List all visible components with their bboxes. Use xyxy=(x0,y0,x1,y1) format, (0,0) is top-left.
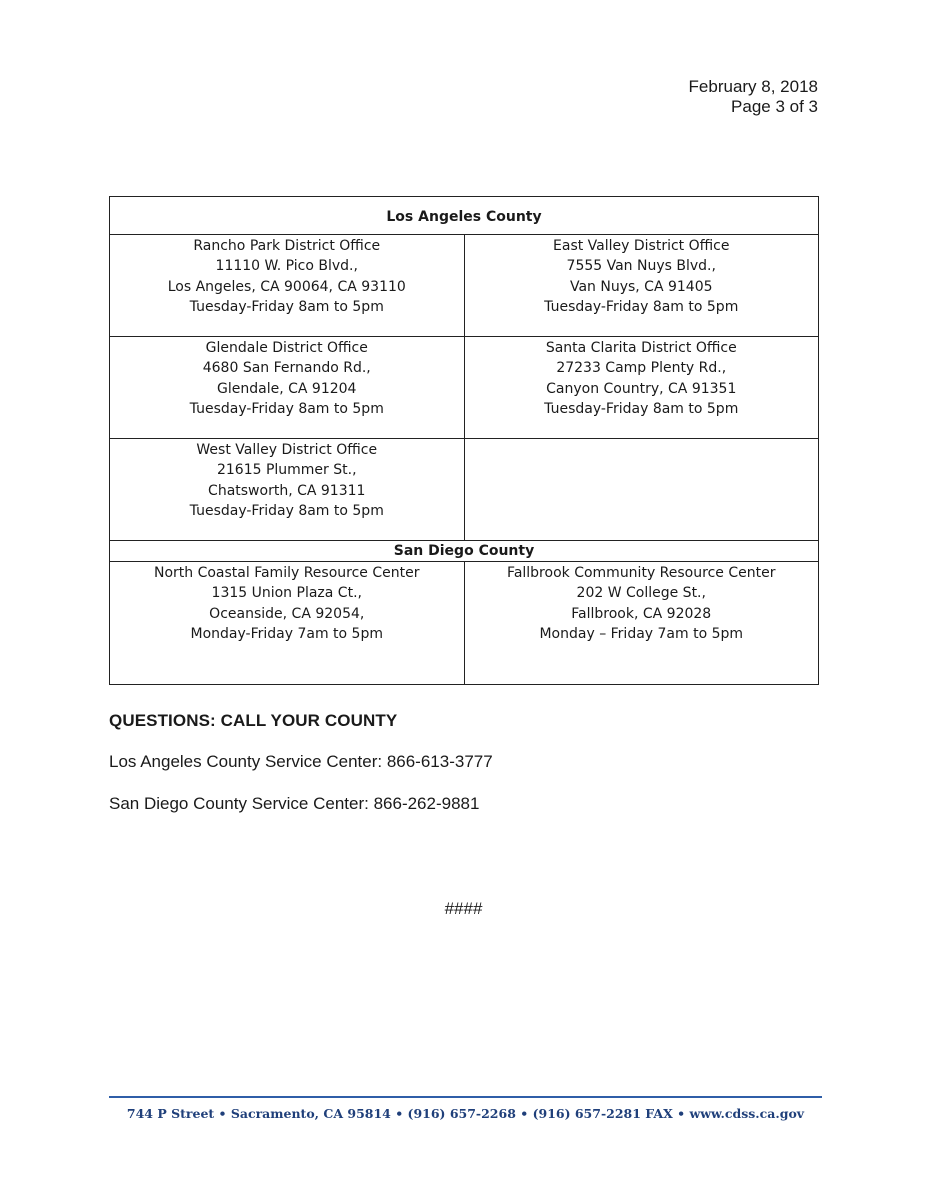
office-street: 7555 Van Nuys Blvd., xyxy=(566,258,716,275)
office-street: 11110 W. Pico Blvd., xyxy=(215,258,358,275)
office-cell-east-valley xyxy=(464,235,819,337)
office-hours: Tuesday-Friday 8am to 5pm xyxy=(544,299,739,316)
office-cell-rancho-park xyxy=(110,235,465,337)
office-name: East Valley District Office xyxy=(553,238,730,254)
office-locations-table xyxy=(109,196,819,685)
table-row xyxy=(110,439,819,541)
empty-cell xyxy=(464,439,819,541)
document-date: February 8, 2018 xyxy=(688,77,818,96)
table-row xyxy=(110,235,819,337)
office-cell-glendale xyxy=(110,337,465,439)
county-header-row xyxy=(110,197,819,235)
office-street: 4680 San Fernando Rd., xyxy=(202,360,371,377)
table-row xyxy=(110,337,819,439)
office-name: Rancho Park District Office xyxy=(193,238,381,254)
county-header-row xyxy=(110,541,819,562)
office-city: Oceanside, CA 92054, xyxy=(209,605,365,622)
office-hours: Monday – Friday 7am to 5pm xyxy=(539,626,744,643)
table-row xyxy=(110,562,819,685)
office-cell-fallbrook xyxy=(464,562,819,685)
office-street: 1315 Union Plaza Ct., xyxy=(211,585,362,602)
office-city: Canyon Country, CA 91351 xyxy=(546,380,737,397)
office-city: Fallbrook, CA 92028 xyxy=(571,605,712,622)
office-hours: Tuesday-Friday 8am to 5pm xyxy=(189,299,384,316)
office-cell-santa-clarita xyxy=(464,337,819,439)
office-street: 21615 Plummer St., xyxy=(216,462,357,479)
office-name: West Valley District Office xyxy=(196,442,378,458)
office-cell-north-coastal xyxy=(110,562,465,685)
footer-divider xyxy=(109,1096,822,1098)
office-name: Fallbrook Community Resource Center xyxy=(507,565,776,581)
office-hours: Monday-Friday 7am to 5pm xyxy=(190,626,383,643)
office-street: 27233 Camp Plenty Rd., xyxy=(556,360,727,377)
office-city: Los Angeles, CA 90064, CA 93110 xyxy=(167,278,406,295)
office-name: North Coastal Family Resource Center xyxy=(153,565,420,581)
office-city: Van Nuys, CA 91405 xyxy=(569,278,713,295)
office-hours: Tuesday-Friday 8am to 5pm xyxy=(544,401,739,418)
office-name: Santa Clarita District Office xyxy=(545,340,737,356)
office-cell-west-valley xyxy=(110,439,465,541)
page-number: Page 3 of 3 xyxy=(731,97,818,116)
office-street: 202 W College St., xyxy=(576,585,706,602)
sd-county-heading: San Diego County xyxy=(110,541,819,562)
office-city: Glendale, CA 91204 xyxy=(217,380,357,397)
office-hours: Tuesday-Friday 8am to 5pm xyxy=(189,401,384,418)
la-service-center-line: Los Angeles County Service Center: 866-613-3777 xyxy=(109,752,493,771)
office-name: Glendale District Office xyxy=(205,340,368,356)
questions-heading: QUESTIONS: CALL YOUR COUNTY xyxy=(109,711,398,730)
page-header xyxy=(689,77,818,117)
sd-service-center-line: San Diego County Service Center: 866-262-9881 xyxy=(109,794,480,813)
end-marker: #### xyxy=(444,899,483,918)
footer-contact-line: 744 P Street • Sacramento, CA 95814 • (916) 657-2268 • (916) 657-2281 FAX • www.cdss.ca.gov xyxy=(126,1106,805,1121)
la-county-heading: Los Angeles County xyxy=(110,197,819,235)
office-hours: Tuesday-Friday 8am to 5pm xyxy=(189,503,384,520)
office-city: Chatsworth, CA 91311 xyxy=(208,482,366,499)
